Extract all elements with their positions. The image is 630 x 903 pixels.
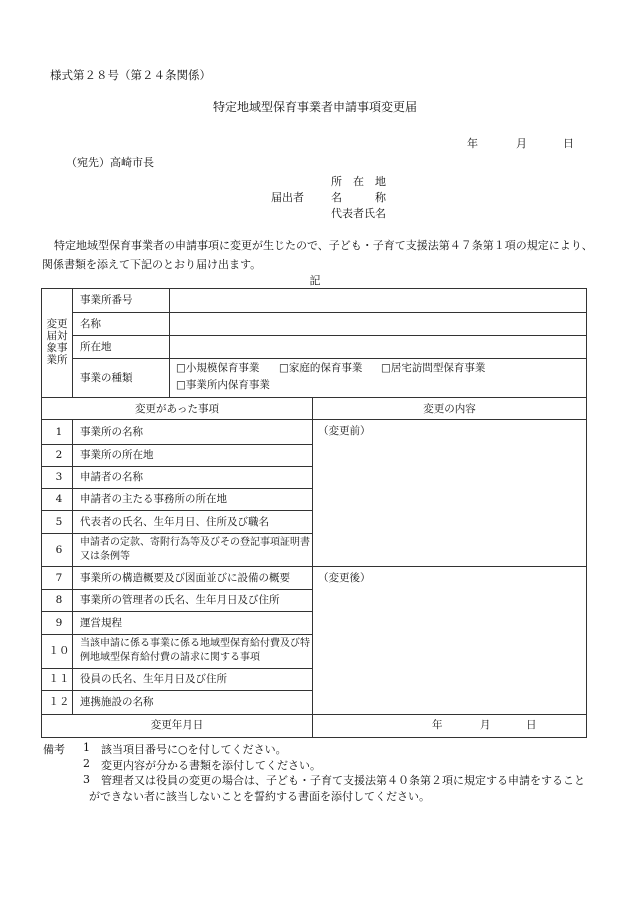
header-date-year: 年 — [467, 137, 478, 150]
changes-header-content: 変更の内容 — [423, 403, 476, 415]
item-text-12: 連携施設の名称 — [80, 696, 154, 708]
item-text-6: 申請者の定款、寄附行為等及びその登記事項証明書又は条例等 — [80, 537, 310, 562]
item-no-6: 6 — [55, 544, 63, 556]
addressee: （宛先）高崎市長 — [66, 156, 154, 169]
change-date-year: 年 — [432, 719, 443, 731]
item-no-1: 1 — [55, 426, 63, 438]
header-date-month: 月 — [516, 137, 527, 150]
type-option-in-office[interactable]: □事業所内保育事業 — [176, 379, 270, 391]
changes-header-items: 変更があった事項 — [135, 403, 219, 415]
item-no-11: １１ — [48, 673, 70, 685]
change-after-label: （変更後） — [318, 572, 371, 584]
item-no-8: 8 — [55, 594, 63, 606]
item-no-3: 3 — [55, 471, 63, 483]
notes-label: 備考 — [43, 743, 65, 756]
item-no-4: 4 — [55, 493, 63, 505]
type-option-family[interactable]: □家庭的保育事業 — [279, 362, 363, 374]
item-no-10: １０ — [48, 645, 70, 657]
item-no-12: １２ — [48, 696, 70, 708]
applicant-label: 届出者 — [271, 191, 304, 204]
item-no-2: 2 — [55, 449, 63, 461]
target-name-label: 名称 — [80, 318, 101, 330]
applicant-rep-label: 代表者氏名 — [331, 207, 386, 220]
item-text-8: 事業所の管理者の氏名、生年月日及び住所 — [80, 594, 280, 606]
applicant-address-label: 所 在 地 — [331, 175, 386, 188]
item-text-10: 当該申請に係る事業に係る地域型保育給付費及び特例地域型保育給付費の請求に関する事項 — [80, 638, 310, 663]
note-text-1: 該当項目番号に○を付してください。 — [101, 743, 287, 756]
item-text-7: 事業所の構造概要及び図面並びに設備の概要 — [80, 572, 290, 584]
item-text-1: 事業所の名称 — [80, 426, 143, 438]
type-option-small-scale[interactable]: □小規模保育事業 — [176, 362, 260, 374]
item-text-11: 役員の氏名、生年月日及び住所 — [80, 673, 227, 685]
target-side-label: 変更届対象事業所 — [46, 318, 68, 366]
item-no-5: 5 — [55, 516, 63, 528]
ki-label: 記 — [309, 274, 321, 287]
note-no-3: 3 — [83, 773, 90, 786]
change-before-label: （変更前） — [318, 425, 371, 437]
change-date-label: 変更年月日 — [150, 719, 204, 731]
item-text-4: 申請者の主たる事務所の所在地 — [80, 493, 227, 505]
target-type-label: 事業の種類 — [80, 372, 133, 384]
item-text-9: 運営規程 — [80, 617, 122, 629]
note-no-1: 1 — [83, 741, 90, 754]
target-office-number-label: 事業所番号 — [80, 294, 133, 306]
note-text-3: 管理者又は役員の変更の場合は、子ども・子育て支援法第４０条第２項に規定する申請をすることができない者に該当しないことを誓約する書面を添付してください。 — [89, 774, 585, 803]
item-no-9: 9 — [55, 617, 63, 629]
note-text-2: 変更内容が分かる書類を添付してください。 — [101, 759, 321, 772]
target-address-label: 所在地 — [80, 341, 112, 353]
change-date-day: 日 — [526, 719, 537, 731]
form-number: 様式第２８号（第２４条関係） — [50, 68, 211, 82]
applicant-name-label: 名 称 — [331, 191, 386, 204]
change-date-month: 月 — [480, 719, 491, 731]
note-no-2: 2 — [83, 757, 90, 770]
body-text: 特定地域型保育事業者の申請事項に変更が生じたので、子ども・子育て支援法第４７条第１項の規定により、関係書類を添えて下記のとおり届け出ます。 — [42, 239, 593, 271]
item-text-5: 代表者の氏名、生年月日、住所及び職名 — [80, 516, 269, 528]
header-date-day: 日 — [563, 137, 574, 150]
item-text-3: 申請者の名称 — [80, 471, 143, 483]
item-no-7: 7 — [55, 572, 63, 584]
type-option-home-visit[interactable]: □居宅訪問型保育事業 — [381, 362, 486, 374]
page-title: 特定地域型保育事業者申請事項変更届 — [212, 100, 417, 114]
item-text-2: 事業所の所在地 — [80, 449, 154, 461]
